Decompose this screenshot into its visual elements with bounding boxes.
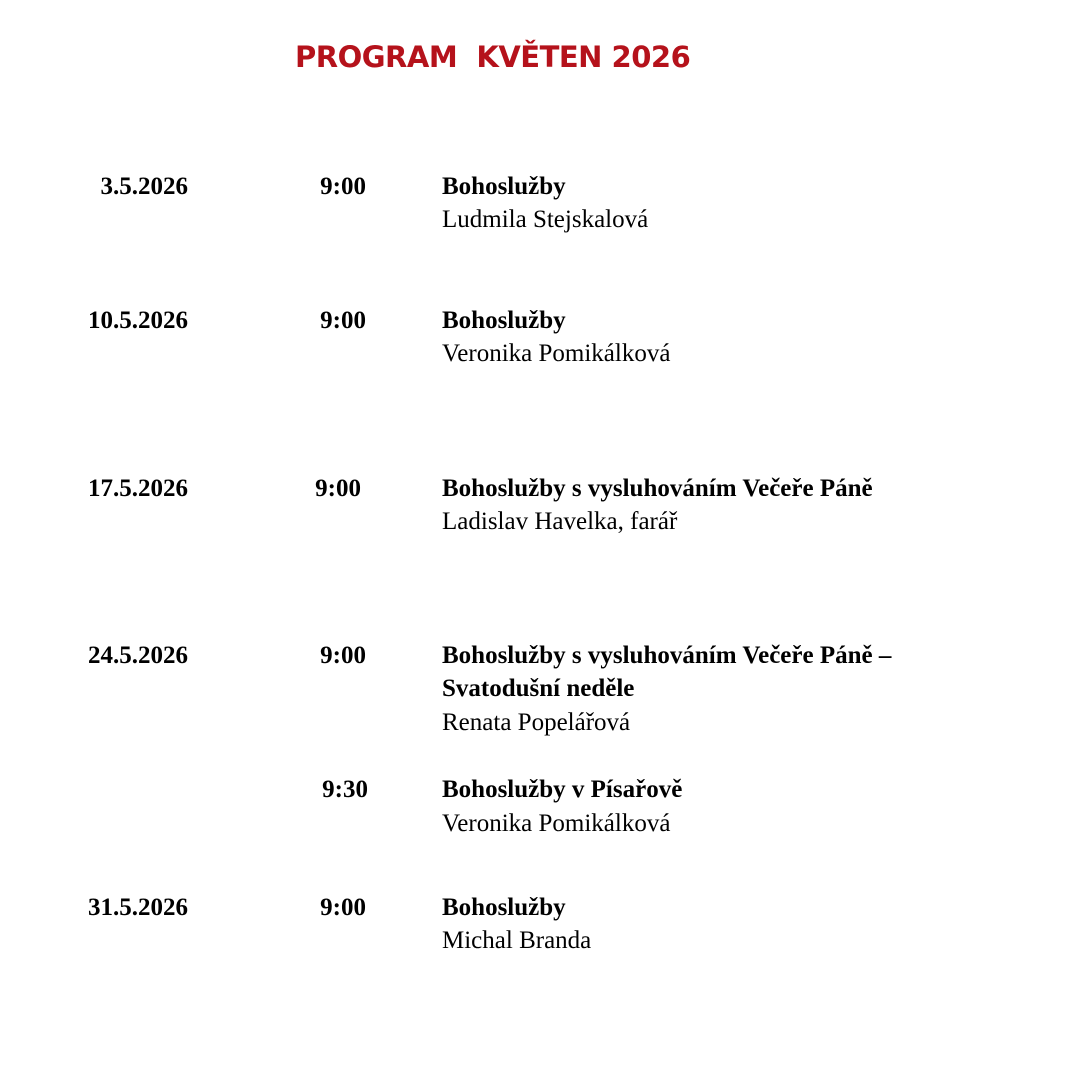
event-date: 10.5.2026: [88, 307, 188, 334]
event-date: 17.5.2026: [88, 475, 188, 502]
event-person: Michal Branda: [442, 927, 592, 954]
event-time: 9:00: [320, 307, 366, 334]
event-person: Ludmila Stejskalová: [442, 206, 649, 233]
event-title: Bohoslužby: [442, 307, 566, 334]
event-time: 9:00: [320, 173, 366, 200]
event-date: 31.5.2026: [88, 894, 188, 921]
event-title: Bohoslužby: [442, 894, 566, 921]
event-title-continued: Svatodušní neděle: [442, 675, 635, 702]
event-time: 9:30: [322, 776, 368, 803]
event-person: Veronika Pomikálková: [442, 340, 671, 367]
event-time: 9:00: [315, 475, 361, 502]
event-time: 9:00: [320, 894, 366, 921]
event-person: Veronika Pomikálková: [442, 810, 671, 837]
event-person: Renata Popelářová: [442, 709, 631, 736]
event-title: Bohoslužby v Písařově: [442, 776, 683, 803]
event-title: Bohoslužby: [442, 173, 566, 200]
event-date: 24.5.2026: [88, 642, 188, 669]
page-title: PROGRAM KVĚTEN 2026: [295, 40, 691, 74]
event-person: Ladislav Havelka, farář: [442, 508, 678, 535]
event-title: Bohoslužby s vysluhováním Večeře Páně: [442, 475, 873, 502]
event-title: Bohoslužby s vysluhováním Večeře Páně –: [442, 642, 892, 669]
event-date: 3.5.2026: [100, 173, 188, 200]
event-time: 9:00: [320, 642, 366, 669]
